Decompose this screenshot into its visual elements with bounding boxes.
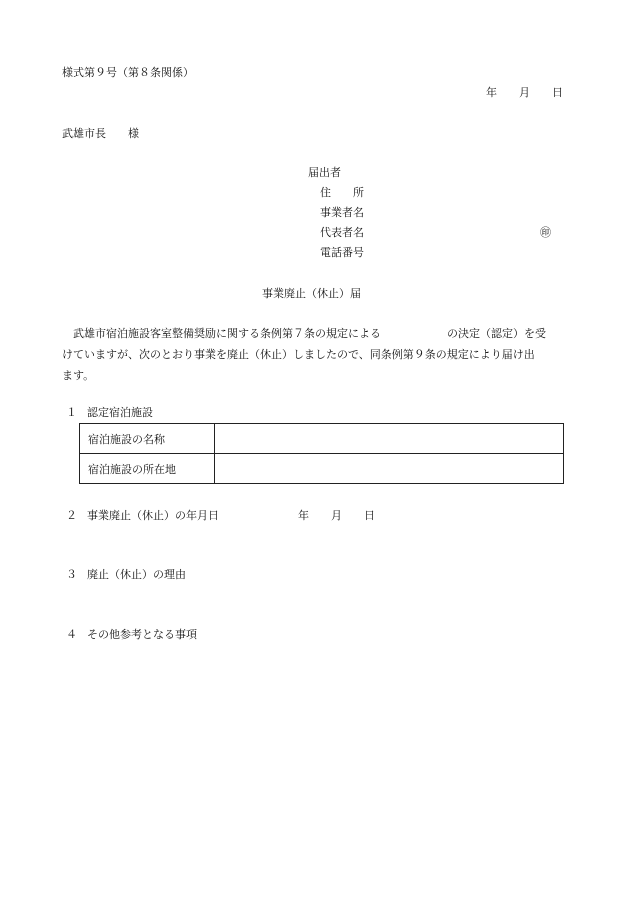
section-1-number: １ [66,406,77,419]
addressee: 武雄市長 様 [62,127,139,140]
closure-date: 年 月 日 [298,509,375,522]
section-4-number: ４ [66,628,77,641]
facility-name-label: 宿泊施設の名称 [80,424,215,454]
body-line-2: けていますが、次のとおり事業を廃止（休止）しましたので、同条例第９条の規定により届け出 [62,348,535,361]
facility-name-value[interactable] [215,424,564,454]
phone-label: 電話番号 [320,246,364,259]
section-2-number: ２ [66,509,77,522]
submission-date: 年 月 日 [486,86,563,99]
body-line-1: 武雄市宿泊施設客室整備奨励に関する条例第７条の規定による の決定（認定）を受 [62,327,546,340]
body-paragraph [62,323,582,386]
table-row [80,454,564,484]
section-2-heading: 事業廃止（休止）の年月日 [87,509,219,522]
business-name-label: 事業者名 [320,206,364,219]
applicant-heading: 届出者 [308,166,341,179]
address-label: 住 所 [320,186,364,199]
section-1-heading: 認定宿泊施設 [87,406,153,419]
section-4-heading: その他参考となる事項 [87,628,197,641]
form-number: 様式第９号（第８条関係） [62,66,194,79]
document-title: 事業廃止（休止）届 [262,287,361,300]
representative-label: 代表者名 [320,226,364,239]
seal-mark: ㊞ [540,226,551,239]
facility-location-label: 宿泊施設の所在地 [80,454,215,484]
facility-table [79,423,564,484]
section-3-number: ３ [66,568,77,581]
body-line-3: ます。 [62,369,95,382]
table-row [80,424,564,454]
section-3-heading: 廃止（休止）の理由 [87,568,186,581]
facility-location-value[interactable] [215,454,564,484]
